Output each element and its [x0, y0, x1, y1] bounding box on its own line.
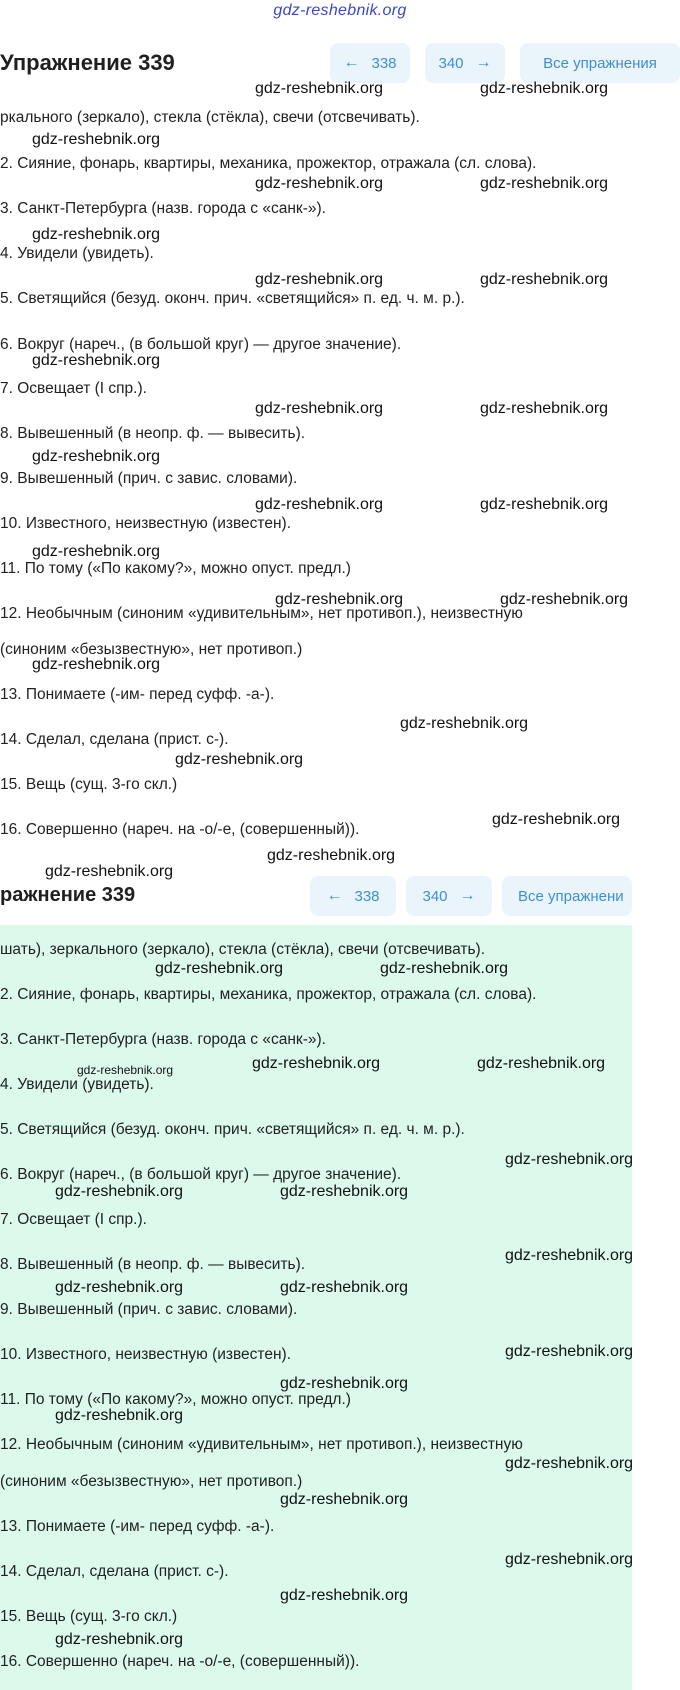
- all-exercises-button[interactable]: [502, 876, 632, 916]
- arrow-left-icon: ←: [343, 54, 360, 71]
- all-exercises-label: Все упражнения: [543, 54, 657, 72]
- watermark-text: gdz-reshebnik.org: [380, 960, 509, 977]
- page-title: Упражнение 339: [0, 50, 175, 75]
- answer-line: 11. По тому («По какому?», можно опуст. предл.): [0, 1391, 351, 1408]
- answer-line: 15. Вещь (сущ. 3-го скл.): [0, 776, 178, 793]
- next-exercise-label: 340: [438, 54, 464, 72]
- answer-line: 14. Сделал, сделана (прист. с-).: [0, 731, 229, 748]
- watermark-text: gdz-reshebnik.org: [505, 1343, 634, 1360]
- answer-line: 10. Известного, неизвестную (известен).: [0, 515, 292, 532]
- all-exercises-button[interactable]: [520, 43, 680, 83]
- watermark-text: gdz-reshebnik.org: [32, 448, 161, 465]
- watermark-text: gdz-reshebnik.org: [400, 715, 529, 732]
- answer-line: 16. Совершенно (нареч. на -о/-е, (совершенный)).: [0, 821, 360, 838]
- watermark-text: gdz-reshebnik.org: [480, 400, 609, 417]
- answer-line: 3. Санкт-Петербурга (назв. города с «санк-»).: [0, 200, 326, 217]
- watermark-text: gdz-reshebnik.org: [505, 1455, 634, 1472]
- answer-line: 7. Освещает (I спр.).: [0, 380, 147, 397]
- watermark-text: gdz-reshebnik.org: [280, 1587, 409, 1604]
- answer-line: 5. Светящийся (безуд. оконч. прич. «светящийся» п. ед. ч. м. р.).: [0, 1121, 465, 1138]
- watermark-text: gdz-reshebnik.org: [505, 1551, 634, 1568]
- answer-line: 2. Сияние, фонарь, квартиры, механика, прожектор, отражала (сл. слова).: [0, 986, 537, 1003]
- watermark-text: gdz-reshebnik.org: [280, 1491, 409, 1508]
- prev-exercise-button[interactable]: [330, 43, 410, 83]
- watermark-text: gdz-reshebnik.org: [255, 271, 384, 288]
- watermark-text: gdz-reshebnik.org: [505, 1247, 634, 1264]
- answer-line: 4. Увидели (увидеть).: [0, 1076, 154, 1093]
- watermark-text: gdz-reshebnik.org: [492, 811, 621, 828]
- answer-line: 16. Совершенно (нареч. на -о/-е, (совершенный)).: [0, 1653, 360, 1670]
- watermark-text: gdz-reshebnik.org: [255, 400, 384, 417]
- watermark-text: gdz-reshebnik.org: [280, 1183, 409, 1200]
- answer-line: 8. Вывешенный (в неопр. ф. — вывесить).: [0, 1256, 306, 1273]
- watermark-text: gdz-reshebnik.org: [280, 1375, 409, 1392]
- watermark-text: gdz-reshebnik.org: [32, 352, 161, 369]
- watermark-text: gdz-reshebnik.org: [280, 1279, 409, 1296]
- answer-line: 7. Освещает (I спр.).: [0, 1211, 147, 1228]
- watermark-text: gdz-reshebnik.org: [255, 496, 384, 513]
- watermark-text: gdz-reshebnik.org: [32, 131, 161, 148]
- answer-line: 9. Вывешенный (прич. с завис. словами).: [0, 470, 298, 487]
- watermark-text: gdz-reshebnik.org: [45, 863, 174, 880]
- answer-line: 5. Светящийся (безуд. оконч. прич. «светящийся» п. ед. ч. м. р.).: [0, 290, 465, 307]
- watermark-text: gdz-reshebnik.org: [32, 226, 161, 243]
- watermark-text: gdz-reshebnik.org: [155, 960, 284, 977]
- prev-exercise-button[interactable]: [310, 876, 396, 916]
- site-watermark-top: gdz-reshebnik.org: [273, 2, 407, 19]
- answer-line: 12. Необычным (синоним «удивительным», нет противоп.), неизвестную: [0, 605, 523, 622]
- watermark-text: gdz-reshebnik.org: [480, 80, 609, 97]
- watermark-text: gdz-reshebnik.org: [477, 1055, 606, 1072]
- answer-line: 13. Понимаете (-им- перед суфф. -а-).: [0, 686, 275, 703]
- watermark-text: gdz-reshebnik.org: [55, 1631, 184, 1648]
- answer-line: 10. Известного, неизвестную (известен).: [0, 1346, 292, 1363]
- watermark-text: gdz-reshebnik.org: [255, 175, 384, 192]
- answer-line: 2. Сияние, фонарь, квартиры, механика, прожектор, отражала (сл. слова).: [0, 155, 537, 172]
- watermark-text: gdz-reshebnik.org: [275, 591, 404, 608]
- answer-line: шать), зеркального (зеркало), стекла (стёкла), свечи (отсвечивать).: [0, 941, 486, 958]
- answer-line: 3. Санкт-Петербурга (назв. города с «санк-»).: [0, 1031, 326, 1048]
- watermark-text: gdz-reshebnik.org: [255, 80, 384, 97]
- next-exercise-button[interactable]: [406, 876, 492, 916]
- all-exercises-label: Все упражнени: [518, 887, 624, 905]
- watermark-text: gdz-reshebnik.org: [77, 1063, 174, 1077]
- answer-line: 4. Увидели (увидеть).: [0, 245, 154, 262]
- answer-line: 11. По тому («По какому?», можно опуст. предл.): [0, 560, 351, 577]
- page-title: ражнение 339: [0, 884, 136, 906]
- prev-exercise-label: 338: [371, 54, 397, 72]
- watermark-text: gdz-reshebnik.org: [505, 1151, 634, 1168]
- answer-line: 15. Вещь (сущ. 3-го скл.): [0, 1608, 178, 1625]
- watermark-text: gdz-reshebnik.org: [480, 175, 609, 192]
- watermark-text: gdz-reshebnik.org: [267, 847, 396, 864]
- watermark-text: gdz-reshebnik.org: [55, 1183, 184, 1200]
- watermark-text: gdz-reshebnik.org: [175, 751, 304, 768]
- answer-line: (синоним «безызвестную», нет противоп.): [0, 1473, 303, 1490]
- answer-line: 9. Вывешенный (прич. с завис. словами).: [0, 1301, 298, 1318]
- watermark-text: gdz-reshebnik.org: [55, 1407, 184, 1424]
- arrow-right-icon: →: [475, 54, 492, 71]
- next-exercise-label: 340: [422, 887, 448, 905]
- watermark-text: gdz-reshebnik.org: [252, 1055, 381, 1072]
- answer-line: (синоним «безызвестную», нет противоп.): [0, 641, 303, 658]
- next-exercise-button[interactable]: [425, 43, 505, 83]
- watermark-text: gdz-reshebnik.org: [32, 543, 161, 560]
- answer-line: 12. Необычным (синоним «удивительным», нет противоп.), неизвестную: [0, 1436, 523, 1453]
- answer-line: 6. Вокруг (нареч., (в большой круг) — другое значение).: [0, 336, 402, 353]
- answer-line: 6. Вокруг (нареч., (в большой круг) — другое значение).: [0, 1166, 402, 1183]
- arrow-left-icon: ←: [326, 887, 343, 904]
- watermark-text: gdz-reshebnik.org: [500, 591, 629, 608]
- arrow-right-icon: →: [459, 887, 476, 904]
- watermark-text: gdz-reshebnik.org: [55, 1279, 184, 1296]
- answer-line: 8. Вывешенный (в неопр. ф. — вывесить).: [0, 425, 306, 442]
- watermark-text: gdz-reshebnik.org: [480, 271, 609, 288]
- answer-line: ркального (зеркало), стекла (стёкла), свечи (отсвечивать).: [0, 109, 420, 126]
- watermark-text: gdz-reshebnik.org: [480, 496, 609, 513]
- answer-line: 13. Понимаете (-им- перед суфф. -а-).: [0, 1518, 275, 1535]
- watermark-text: gdz-reshebnik.org: [32, 656, 161, 673]
- answer-line: 14. Сделал, сделана (прист. с-).: [0, 1563, 229, 1580]
- prev-exercise-label: 338: [354, 887, 380, 905]
